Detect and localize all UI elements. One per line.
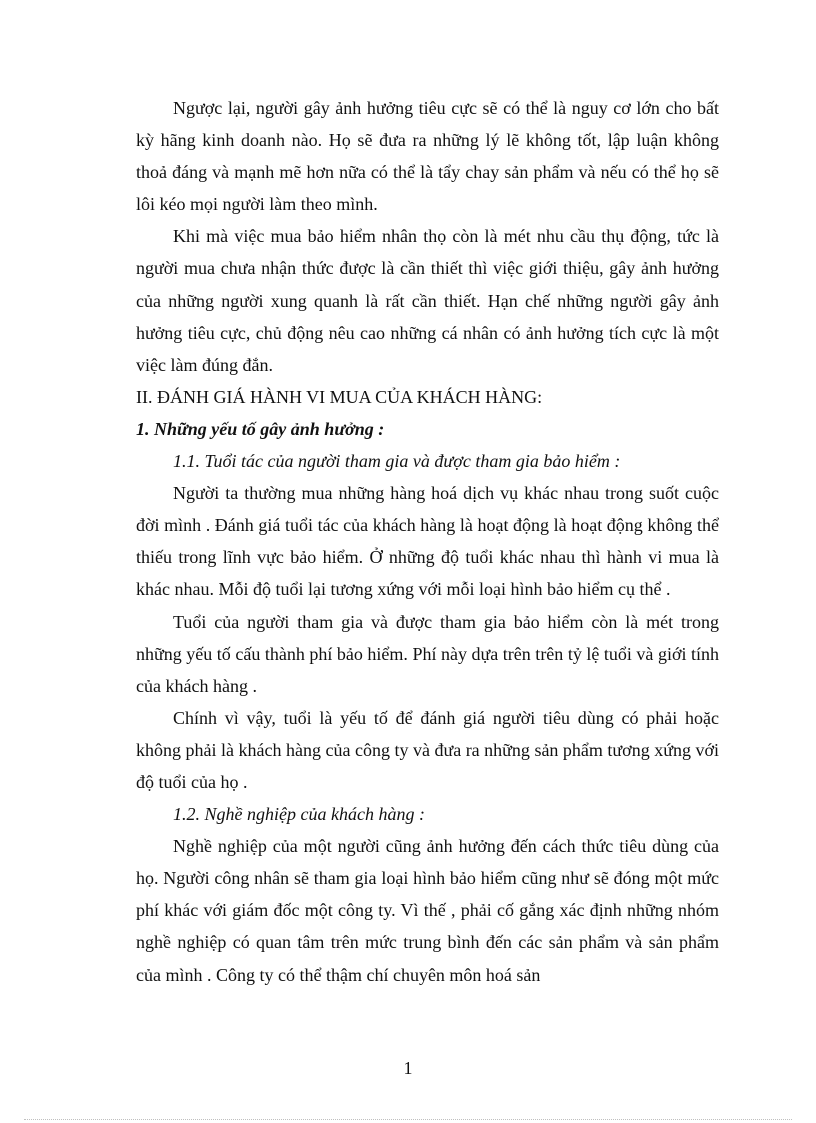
paragraph: Người ta thường mua những hàng hoá dịch vụ khác nhau trong suốt cuộc đời mình . Đánh giá tuổi tác của khách hàng là hoạt động là hoạt động không thể thiếu trong lĩnh vực bảo hiểm. Ở những độ tuổi khác nhau thì hành vi mua là khác nhau. Mỗi độ tuổi lại tương xứng với mỗi loại hình bảo hiểm cụ thể . xyxy=(136,483,719,600)
paragraph: Chính vì vậy, tuổi là yếu tố để đánh giá người tiêu dùng có phải hoặc không phải là khách hàng của công ty và đưa ra những sản phẩm tương xứng với độ tuổi của họ . xyxy=(136,707,719,792)
page-body xyxy=(136,92,719,991)
page-bottom-border xyxy=(24,1119,792,1120)
paragraph: Ngược lại, người gây ảnh hưởng tiêu cực sẽ có thể là nguy cơ lớn cho bất kỳ hãng kinh doanh nào. Họ sẽ đưa ra những lý lẽ không tốt, lập luận không thoả đáng và mạnh mẽ hơn nữa có thể là tẩy chay sản phẩm và nếu có thể họ sẽ lôi kéo mọi người làm theo mình. xyxy=(136,98,719,215)
page-number: 1 xyxy=(403,1058,413,1078)
section-heading: II. ĐÁNH GIÁ HÀNH VI MUA CỦA KHÁCH HÀNG: xyxy=(136,386,543,407)
sub-heading-1-1: 1.1. Tuổi tác của người tham gia và được tham gia bảo hiểm : xyxy=(173,451,621,472)
paragraph: Tuổi của người tham gia và được tham gia bảo hiểm còn là mét trong những yếu tố cấu thành phí bảo hiểm. Phí này dựa trên trên tỷ lệ tuổi và giới tính của khách hàng . xyxy=(136,611,719,696)
sub-heading-1-2: 1.2. Nghề nghiệp của khách hàng : xyxy=(173,804,425,825)
subsection-heading: 1. Những yếu tố gây ảnh hưởng : xyxy=(136,418,385,439)
paragraph: Khi mà việc mua bảo hiểm nhân thọ còn là mét nhu cầu thụ động, tức là người mua chưa nhận thức được là cần thiết thì việc giới thiệu, gây ảnh hưởng của những người xung quanh là rất cần thiết. Hạn chế những người gây ảnh hưởng tiêu cực, chủ động nêu cao những cá nhân có ảnh hưởng tích cực là một việc làm đúng đắn. xyxy=(136,226,719,375)
paragraph: Nghề nghiệp của một người cũng ảnh hưởng đến cách thức tiêu dùng của họ. Người công nhân sẽ tham gia loại hình bảo hiểm cũng như sẽ đóng một mức phí khác với giám đốc một công ty. Vì thế , phải cố gắng xác định những nhóm nghề nghiệp có quan tâm trên mức trung bình đến các sản phẩm và sản phẩm của mình . Công ty có thể thậm chí chuyên môn hoá sản xyxy=(136,836,719,985)
